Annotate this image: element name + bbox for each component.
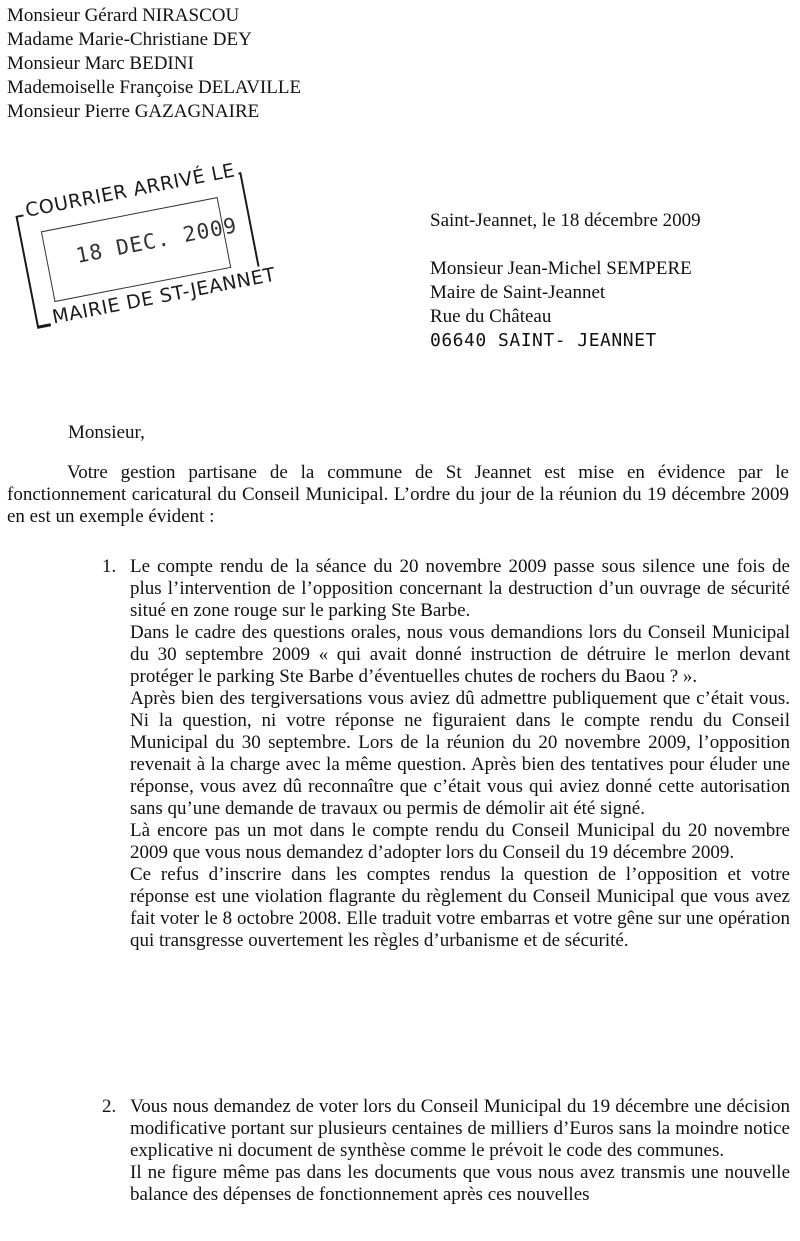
recipient-address <box>430 257 692 353</box>
item-paragraph: Après bien des tergiversations vous aviez dû admettre publiquement que c’était vous. Ni la question, ni votre réponse ne figuraient dans le compte rendu du Conseil Municipal du 30 septembre. Lors de la réunion du 20 novembre 2009, l’opposition revenait à la charge avec la même question. Après bien des tentatives pour éluder une réponse, vous avez dû reconnaître que c’était vous qui aviez donné cette autorisation sans qu’une demande de travaux ou permis de démolir ait été signé. <box>130 688 790 819</box>
salutation: Monsieur, <box>68 422 145 443</box>
stamp-date: 18 DEC. 2009 <box>73 213 240 268</box>
item-paragraph: Ce refus d’inscrire dans les comptes rendus la question de l’opposition et votre réponse est une violation flagrante du règlement du Conseil Municipal que vous avez fait voter le 8 octobre 2008. Elle traduit votre embarras et votre gêne sur une opération qui transgresse ouvertement les règles d’urbanisme et de sécurité. <box>130 864 790 951</box>
recipient-title: Maire de Saint-Jeannet <box>430 282 606 303</box>
list-item <box>102 556 790 952</box>
list-item-number: 2. <box>102 1096 117 1117</box>
sender-name: Mademoiselle Françoise DELAVILLE <box>7 77 302 98</box>
recipient-city: 06640 SAINT- JEANNET <box>430 330 657 351</box>
sender-name: Monsieur Pierre GAZAGNAIRE <box>7 101 260 122</box>
sender-name: Monsieur Gérard NIRASCOU <box>7 5 240 26</box>
item-paragraph: Dans le cadre des questions orales, nous vous demandions lors du Conseil Municipal du 30 septembre 2009 « qui avait donné instruction de détruire le merlon devant protéger le parking Ste Barbe d’éventuelles chutes de rochers du Baou ? ». <box>130 622 790 687</box>
item-paragraph: Il ne figure même pas dans les documents que vous nous avez transmis une nouvelle balance des dépenses de fonctionnement après ces nouvelles <box>130 1162 790 1205</box>
item-paragraph: Là encore pas un mot dans le compte rendu du Conseil Municipal du 20 novembre 2009 que vous nous demandez d’adopter lors du Conseil du 19 décembre 2009. <box>130 820 790 863</box>
place-and-date: Saint-Jeannet, le 18 décembre 2009 <box>430 210 701 231</box>
sender-name: Madame Marie-Christiane DEY <box>7 29 252 50</box>
stamp-heading: COURRIER ARRIVÉ LE <box>21 159 240 222</box>
item-paragraph: Le compte rendu de la séance du 20 novembre 2009 passe sous silence une fois de plus l’intervention de l’opposition concernant la destruction d’un ouvrage de sécurité situé en zone rouge sur le parking Ste Barbe. <box>130 556 790 621</box>
received-stamp <box>0 143 277 356</box>
list-item <box>102 1096 790 1206</box>
sender-list <box>7 4 301 124</box>
sender-name: Monsieur Marc BEDINI <box>7 53 194 74</box>
intro-paragraph: Votre gestion partisane de la commune de St Jeannet est mise en évidence par le fonctionnement caricatural du Conseil Municipal. L’ordre du jour de la réunion du 19 décembre 2009 en est un exemple évident : <box>7 462 789 527</box>
recipient-name: Monsieur Jean-Michel SEMPERE <box>430 258 692 279</box>
list-item-number: 1. <box>102 556 117 577</box>
stamp-office: MAIRIE DE ST-JEANNET <box>47 263 280 329</box>
item-paragraph: Vous nous demandez de voter lors du Conseil Municipal du 19 décembre une décision modificative portant sur plusieurs centaines de milliers d’Euros sans la moindre notice explicative ni document de synthèse comme le prévoit le code des communes. <box>130 1096 790 1161</box>
recipient-street: Rue du Château <box>430 306 552 327</box>
